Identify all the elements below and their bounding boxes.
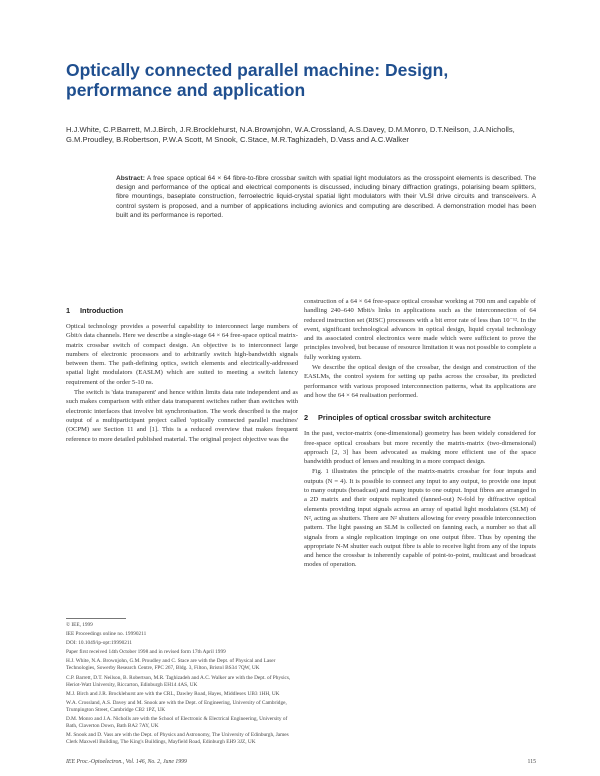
author-list: H.J.White, C.P.Barrett, M.J.Birch, J.R.Brocklehurst, N.A.Brownjohn, W.A.Crossland, A.S.Davey, D.M.Monro, D.T.Neilson, J.A.Nicholls, G.M.Proudley, B.Robertson, P.W.A Scott, M Snook, C.Stace, M.R.Taghizadeh, D.Vass and A.C.Walker bbox=[66, 125, 515, 144]
intro-continued-paragraph: construction of a 64 × 64 free-space optical crossbar working at 700 nm and capable of handling 240–640 Mbit/s links in applications such as the interconnection of 64 reduced instruction set (RISC) processors with a bit error rate of less than 10⁻¹². In the event, significant technological advances in optical design, liquid crystal technology and its associated control electronics were made which were sufficient to prove the principles involved, but because of resource limitation it was not possible to complete a fully working system. bbox=[304, 298, 536, 361]
footnote: M.J. Birch and J.R. Brocklehurst are with the CRL, Dawley Road, Hayes, Middlesex UB3 1HH, UK bbox=[66, 690, 280, 697]
footnote: D.M. Monro and J.A. Nicholls are with the School of Electronic & Electrical Engineering, University of Bath, Claverton Down, Bath BA2 7AY, UK bbox=[66, 716, 288, 730]
section-2-heading bbox=[304, 413, 536, 423]
footnote-rule bbox=[66, 618, 126, 619]
footnote: DOI: 10.1049/ip-opt:19990211 bbox=[66, 640, 133, 647]
page-number: 115 bbox=[527, 759, 536, 765]
section-1-number: 1 bbox=[66, 306, 71, 315]
footnote: H.J. White, N.A. Brownjohn, G.M. Proudley and C. Stace are with the Dept. of Physical and Laser Technologies, Sowerby Research Centre, FPC 267, Bldg. 3, Filton, Bristol BS34 7QW, UK bbox=[66, 658, 276, 672]
section-2-title: Principles of optical crossbar switch architecture bbox=[318, 413, 491, 423]
section-1-paragraph: Optical technology provides a powerful capability to interconnect large numbers of Gbit/s data channels. Here we describe a single-stage 64 × 64 free-space optical matrix-matrix crossbar switch of compact design. An objective is to interconnect large numbers of electronic processors and to arbitrarily switch high-bandwidth signals between them. The path-defining optics, switch elements and electrically-addressed spatial light modulators (EASLM) which are suited to meeting a switch latency requirement of the order 5-10 ns. bbox=[66, 323, 298, 386]
page-footer bbox=[66, 758, 536, 766]
abstract bbox=[116, 174, 536, 220]
footnote: W.A. Crossland, A.S. Davey and M. Snook are with the Dept. of Engineering, University of Cambridge, Trumpington Street, Cambridge CB2 1PZ, UK bbox=[66, 699, 287, 713]
abstract-label: Abstract: bbox=[116, 175, 145, 182]
footnote: C.P. Barrett, D.T. Neilson, B. Robertson, M.R. Taghizadeh and A.C. Walker are with the Dept. of Physics, Heriot-Watt University, Riccarton, Edinburgh EH14 4AS, UK bbox=[66, 674, 291, 688]
footnote: IEE Proceedings online no. 19990211 bbox=[66, 631, 147, 638]
section-1-heading bbox=[66, 306, 298, 316]
intro-continued-paragraph: We describe the optical design of the crossbar, the design and construction of the EASLMs, the control system for setting up paths across the crossbar, its predicted performance with various proposed interconnection patterns, what its applications are and how the 64 × 64 realisation performed. bbox=[304, 364, 536, 399]
footnote: © IEE, 1999 bbox=[66, 622, 93, 628]
footnote: Paper first received 14th October 1998 and in revised form 17th April 1999 bbox=[66, 649, 226, 656]
journal-citation: IEE Proc.-Optoelectron., Vol. 146, No. 2, June 1999 bbox=[66, 759, 187, 765]
right-column bbox=[304, 297, 536, 571]
footnotes bbox=[66, 618, 298, 748]
left-column bbox=[66, 306, 298, 445]
abstract-text: A free space optical 64 × 64 fibre-to-fibre crossbar switch with spatial light modulators as the crosspoint elements is described. The design and performance of the optical and electrical components is discussed, including binary diffraction gratings, polarising beam splitters, fibre mountings, baseplate construction, ferroelectric liquid-crystal spatial light modulators with their VLSI drive circuits and transceivers. A control system is proposed, and a number of applications including avionics and computing are described. A demonstration model has been built and its performance is reported. bbox=[116, 175, 536, 219]
section-1-title: Introduction bbox=[80, 306, 124, 315]
section-2-paragraph: In the past, vector-matrix (one-dimensional) geometry has been widely considered for free-space optical crossbars but more recently the matrix-matrix (two-dimensional) approach [2, 3] has been advocated as making more efficient use of the space bandwidth product of lenses and resulting in a more compact design. bbox=[304, 430, 536, 466]
footnote: M. Snook and D. Vass are with the Dept. of Physics and Astronomy, The University of Edinburgh, James Clerk Maxwell Building, The King's Buildings, Mayfield Road, Edinburgh EH9 3JZ, UK bbox=[66, 732, 289, 746]
section-1-paragraph: The switch is 'data transparent' and hence within limits data rate independent and as such makes comparison with either data transparent switches rather than switches with electronic interfaces that involve bit synchronisation. The work described is the major output of a multiparticipant project called 'optically connected parallel machines' (OCPM) see Section 11 and [1]. This is a reduced overview that makes frequent reference to more detailed published material. The original project objective was the bbox=[66, 389, 298, 443]
section-2-number: 2 bbox=[304, 413, 309, 423]
paper-title: Optically connected parallel machine: Design, performance and application bbox=[66, 60, 449, 100]
section-2-paragraph: Fig. 1 illustrates the principle of the matrix-matrix crossbar for four inputs and outputs (N = 4). It is possible to connect any input to any output, to provide one input to many outputs (broadcast) and many inputs to one output. Input fibres are arranged in a 2D matrix and their outputs replicated (fanned-out) N-fold by diffractive optical elements providing input signals across an array of spatial light modulators (SLM) of N², acting as shutters. There are N² shutters allowing for every possible interconnection pattern. The light passing an SLM is collected on fanning each, a number so that all signals from a single replication impinge on one output fibre. Thus by opening the appropriate N-M shutter each output fibre is able to receive light from any of the inputs and hence the crossbar is inherently capable of point-to-point, multicast and broadcast modes of operation. bbox=[304, 468, 536, 569]
